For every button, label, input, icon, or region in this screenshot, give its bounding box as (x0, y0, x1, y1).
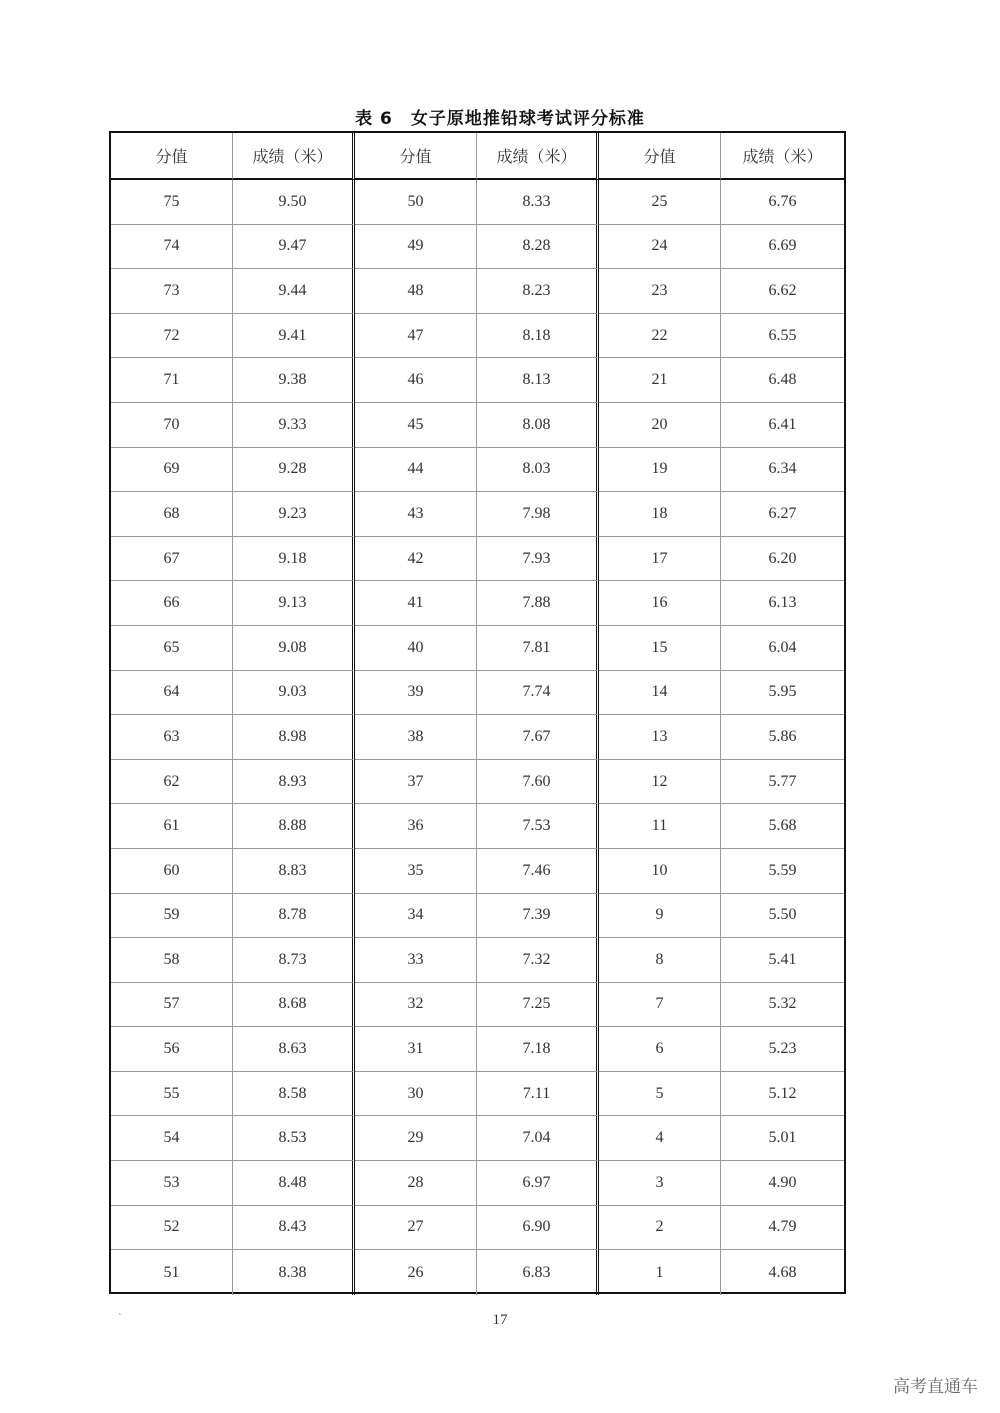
result-cell: 6.27 (721, 492, 844, 537)
result-cell: 8.53 (233, 1116, 355, 1161)
score-cell: 51 (111, 1250, 233, 1295)
score-cell: 12 (599, 760, 721, 805)
result-cell: 9.47 (233, 225, 355, 270)
result-cell: 8.38 (233, 1250, 355, 1295)
result-cell: 4.90 (721, 1161, 844, 1206)
result-cell: 6.04 (721, 626, 844, 671)
score-cell: 73 (111, 269, 233, 314)
result-cell: 5.50 (721, 894, 844, 939)
score-cell: 23 (599, 269, 721, 314)
result-cell: 6.41 (721, 403, 844, 448)
column-header: 成绩（米） (721, 133, 844, 180)
result-cell: 5.86 (721, 715, 844, 760)
result-cell: 9.41 (233, 314, 355, 359)
score-cell: 43 (355, 492, 477, 537)
result-cell: 8.23 (477, 269, 599, 314)
score-cell: 44 (355, 448, 477, 493)
result-cell: 8.28 (477, 225, 599, 270)
result-cell: 8.93 (233, 760, 355, 805)
score-cell: 35 (355, 849, 477, 894)
result-cell: 8.58 (233, 1072, 355, 1117)
result-cell: 8.03 (477, 448, 599, 493)
result-cell: 9.44 (233, 269, 355, 314)
result-cell: 9.13 (233, 581, 355, 626)
score-cell: 60 (111, 849, 233, 894)
score-cell: 16 (599, 581, 721, 626)
score-cell: 68 (111, 492, 233, 537)
score-cell: 46 (355, 358, 477, 403)
result-cell: 5.68 (721, 804, 844, 849)
result-cell: 6.97 (477, 1161, 599, 1206)
result-cell: 6.55 (721, 314, 844, 359)
result-cell: 4.79 (721, 1206, 844, 1251)
result-cell: 7.53 (477, 804, 599, 849)
score-cell: 48 (355, 269, 477, 314)
result-cell: 8.08 (477, 403, 599, 448)
result-cell: 4.68 (768, 1263, 797, 1281)
score-cell: 25 (599, 180, 721, 225)
score-cell: 38 (355, 715, 477, 760)
result-cell: 9.28 (233, 448, 355, 493)
result-cell: 5.12 (721, 1072, 844, 1117)
score-cell: 15 (599, 626, 721, 671)
result-cell: 8.13 (477, 358, 599, 403)
result-cell: 7.88 (477, 581, 599, 626)
result-cell: 7.18 (477, 1027, 599, 1072)
score-cell: 74 (111, 225, 233, 270)
score-cell: 3 (599, 1161, 721, 1206)
score-cell: 32 (355, 983, 477, 1028)
score-cell: 52 (111, 1206, 233, 1251)
score-cell: 55 (111, 1072, 233, 1117)
score-cell: 71 (111, 358, 233, 403)
column-header: 分值 (111, 133, 233, 180)
score-cell: 24 (599, 225, 721, 270)
score-cell: 57 (111, 983, 233, 1028)
column-header: 分值 (355, 133, 477, 180)
score-cell: 42 (355, 537, 477, 582)
result-cell: 8.33 (477, 180, 599, 225)
score-cell: 53 (111, 1161, 233, 1206)
score-cell: 39 (355, 671, 477, 716)
result-cell: 8.88 (233, 804, 355, 849)
result-cell: 8.98 (233, 715, 355, 760)
score-cell: 65 (111, 626, 233, 671)
score-cell: 64 (111, 671, 233, 716)
result-cell: 9.38 (233, 358, 355, 403)
score-cell: 5 (599, 1072, 721, 1117)
score-cell: 66 (111, 581, 233, 626)
score-cell: 9 (599, 894, 721, 939)
result-cell: 6.69 (721, 225, 844, 270)
result-cell: 5.59 (721, 849, 844, 894)
result-cell: 8.43 (233, 1206, 355, 1251)
score-cell: 50 (355, 180, 477, 225)
score-cell: 67 (111, 537, 233, 582)
watermark-text: 高考直通车 (893, 1377, 978, 1397)
score-cell: 30 (355, 1072, 477, 1117)
result-cell: 7.32 (477, 938, 599, 983)
score-cell: 45 (355, 403, 477, 448)
score-cell: 10 (599, 849, 721, 894)
result-cell: 9.08 (233, 626, 355, 671)
column-header: 分值 (599, 133, 721, 180)
result-cell: 5.77 (721, 760, 844, 805)
score-cell: 19 (599, 448, 721, 493)
score-cell: 8 (599, 938, 721, 983)
result-cell: 8.18 (477, 314, 599, 359)
result-cell: 7.67 (477, 715, 599, 760)
result-cell: 9.33 (233, 403, 355, 448)
result-cell: 6.13 (721, 581, 844, 626)
result-cell: 7.74 (477, 671, 599, 716)
score-cell: 40 (355, 626, 477, 671)
result-cell: 5.01 (721, 1116, 844, 1161)
result-cell: 7.04 (477, 1116, 599, 1161)
result-cell: 7.93 (477, 537, 599, 582)
score-cell: 72 (111, 314, 233, 359)
result-cell: 6.34 (721, 448, 844, 493)
result-cell: 6.76 (721, 180, 844, 225)
score-cell: 54 (111, 1116, 233, 1161)
score-cell: 29 (355, 1116, 477, 1161)
result-cell: 8.63 (233, 1027, 355, 1072)
result-cell: 7.25 (477, 983, 599, 1028)
score-cell: 13 (599, 715, 721, 760)
page-number: 17 (492, 1312, 508, 1328)
score-cell: 37 (355, 760, 477, 805)
score-cell: 75 (111, 180, 233, 225)
score-cell: 36 (355, 804, 477, 849)
result-cell: 5.41 (721, 938, 844, 983)
result-cell: 7.81 (477, 626, 599, 671)
score-cell: 21 (599, 358, 721, 403)
result-cell: 9.03 (233, 671, 355, 716)
score-cell: 28 (355, 1161, 477, 1206)
score-cell: 47 (355, 314, 477, 359)
score-cell: 22 (599, 314, 721, 359)
result-cell: 7.39 (477, 894, 599, 939)
score-cell: 27 (355, 1206, 477, 1251)
column-header: 成绩（米） (477, 133, 599, 180)
result-cell: 6.62 (721, 269, 844, 314)
result-cell: 8.48 (233, 1161, 355, 1206)
result-cell: 5.23 (721, 1027, 844, 1072)
result-cell: 8.68 (233, 983, 355, 1028)
score-cell: 49 (355, 225, 477, 270)
result-cell: 8.73 (233, 938, 355, 983)
score-cell: 26 (355, 1250, 477, 1295)
score-cell: 31 (355, 1027, 477, 1072)
result-cell: 6.83 (477, 1250, 599, 1295)
stray-mark: ` (118, 1312, 122, 1324)
score-cell: 58 (111, 938, 233, 983)
score-cell: 1 (599, 1250, 721, 1295)
score-cell: 4 (599, 1116, 721, 1161)
score-cell: 70 (111, 403, 233, 448)
score-cell: 14 (599, 671, 721, 716)
scoring-table (109, 131, 846, 1294)
score-cell: 11 (599, 804, 721, 849)
score-cell: 61 (111, 804, 233, 849)
score-cell: 17 (599, 537, 721, 582)
result-cell: 6.90 (477, 1206, 599, 1251)
result-cell: 5.32 (721, 983, 844, 1028)
score-cell: 6 (599, 1027, 721, 1072)
score-cell: 2 (599, 1206, 721, 1251)
result-cell: 9.50 (233, 180, 355, 225)
score-cell: 56 (111, 1027, 233, 1072)
result-cell: 6.48 (721, 358, 844, 403)
result-cell: 9.23 (233, 492, 355, 537)
result-cell: 8.83 (233, 849, 355, 894)
column-header: 成绩（米） (233, 133, 355, 180)
score-cell: 7 (599, 983, 721, 1028)
result-cell: 8.78 (233, 894, 355, 939)
score-cell: 33 (355, 938, 477, 983)
score-cell: 41 (355, 581, 477, 626)
result-cell: 9.18 (233, 537, 355, 582)
result-cell: 7.11 (477, 1072, 599, 1117)
score-cell: 63 (111, 715, 233, 760)
score-cell: 62 (111, 760, 233, 805)
result-cell: 7.46 (477, 849, 599, 894)
score-cell: 59 (111, 894, 233, 939)
score-cell: 69 (111, 448, 233, 493)
score-cell: 34 (355, 894, 477, 939)
result-cell: 7.60 (477, 760, 599, 805)
result-cell: 5.95 (721, 671, 844, 716)
table-title: 表 6 女子原地推铅球考试评分标准 (355, 109, 645, 129)
score-cell: 18 (599, 492, 721, 537)
score-cell: 20 (599, 403, 721, 448)
result-cell: 6.20 (721, 537, 844, 582)
result-cell: 7.98 (477, 492, 599, 537)
